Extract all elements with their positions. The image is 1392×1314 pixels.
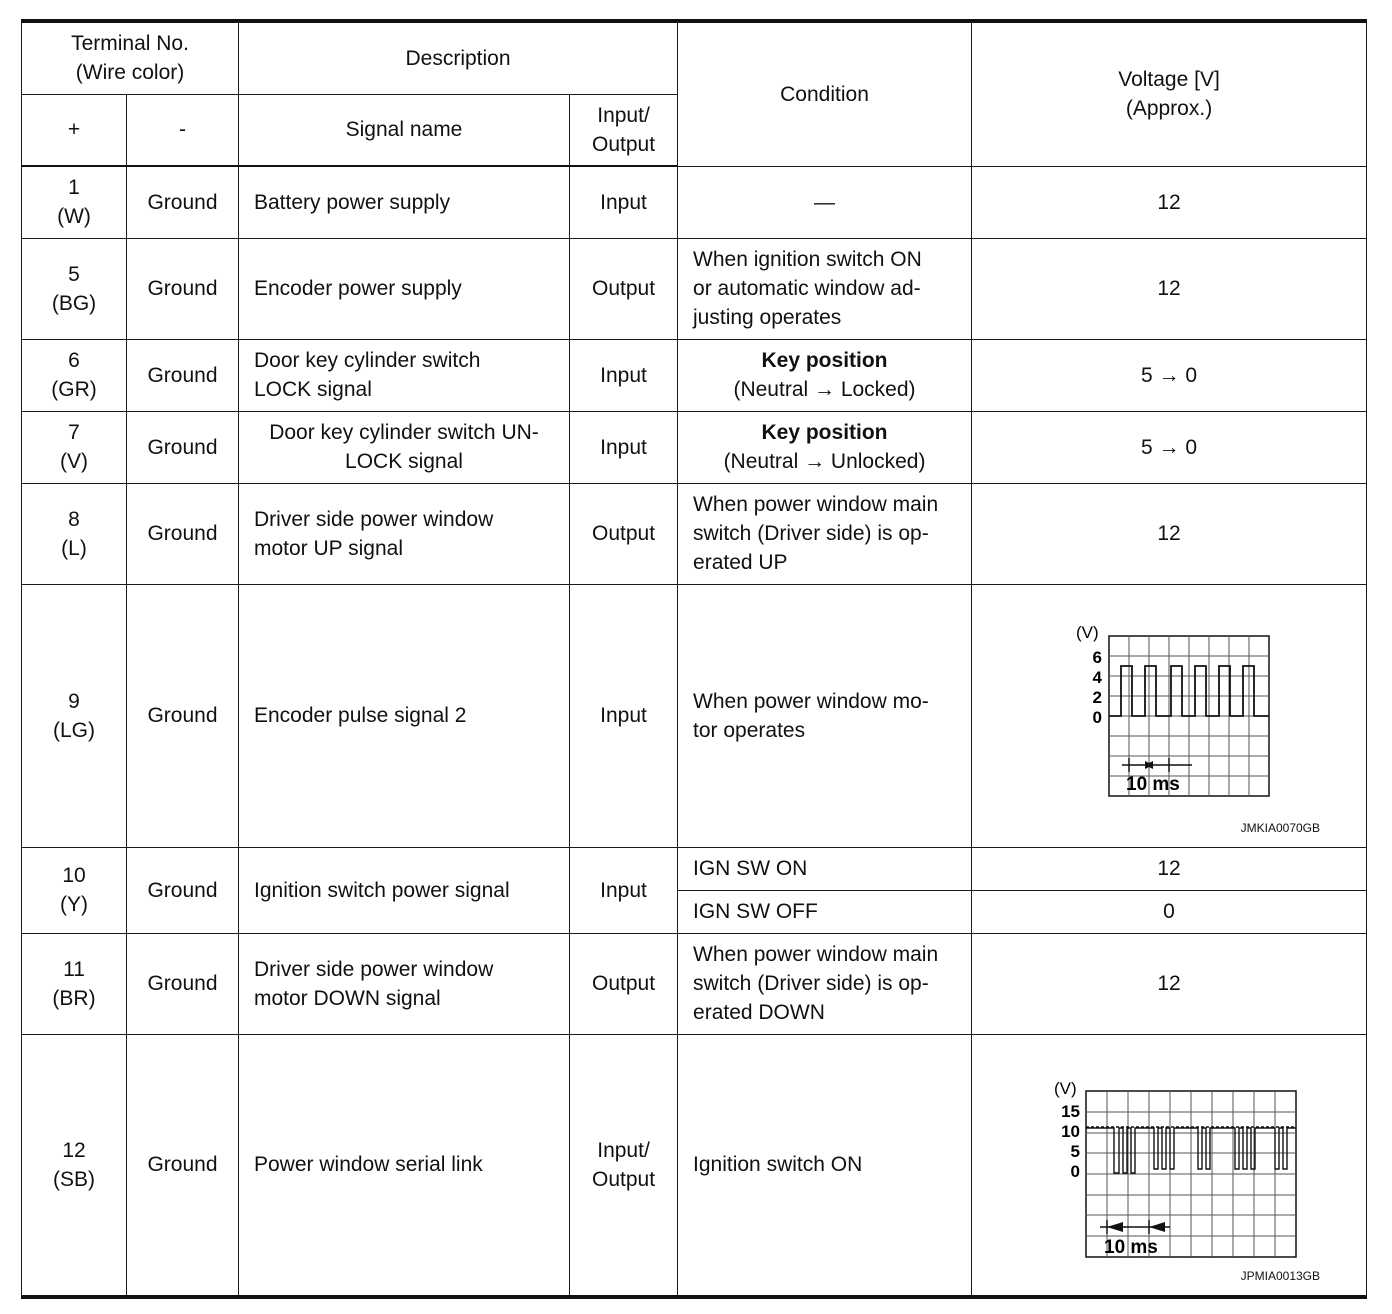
terminal-number: 12 [62, 1138, 86, 1162]
signal-cell [239, 1034, 570, 1297]
terminal-number: 8 [68, 507, 80, 531]
io-line: Input [600, 190, 647, 214]
header-terminal-line2: (Wire color) [75, 61, 185, 85]
signal-line: Encoder power supply [254, 277, 462, 300]
signal-line: LOCK signal [345, 450, 463, 473]
voltage-cell: 12 [972, 238, 1367, 339]
figure-code: JMKIA0070GB [1240, 820, 1321, 835]
terminal-number: 6 [68, 349, 80, 372]
ground-cell: Ground [127, 584, 239, 847]
voltage-cell: 5 → 0 [972, 411, 1367, 483]
condition-cell [678, 411, 972, 483]
io-cell [570, 483, 678, 584]
condition-cell [678, 1034, 972, 1297]
io-line: Input/ [597, 1138, 650, 1162]
io-cell [570, 411, 678, 483]
header-terminal-line1: Terminal No. [71, 32, 189, 56]
waveform-cell [972, 584, 1367, 847]
header-voltage-line1: Voltage [V] [1118, 68, 1220, 92]
io-line: Output [591, 277, 656, 300]
wire-color: (W) [57, 205, 91, 229]
condition-line: Key position [761, 349, 888, 372]
signal-line: Encoder pulse signal 2 [254, 704, 467, 727]
wire-color: (Y) [60, 893, 88, 916]
condition-line: When power window main [693, 493, 939, 516]
io-cell [570, 238, 678, 339]
terminal-number: 7 [68, 421, 80, 444]
wire-color: (BR) [52, 986, 96, 1010]
condition-cell [678, 238, 972, 339]
wire-color: (GR) [51, 378, 97, 401]
signal-line: Battery power supply [254, 190, 451, 214]
io-cell [570, 1034, 678, 1297]
io-line: Output [591, 972, 656, 995]
y-tick-label: 6 [1092, 647, 1103, 667]
terminal-cell [22, 339, 127, 411]
table-row [22, 238, 1367, 339]
header-minus: - [127, 94, 239, 166]
waveform-grid [1086, 1091, 1296, 1257]
io-line: Input [600, 435, 647, 459]
table-row [22, 1034, 1367, 1297]
table-row [22, 847, 1367, 890]
io-cell [570, 166, 678, 238]
signal-line: Door key cylinder switch UN- [269, 421, 539, 444]
table-row [22, 933, 1367, 1034]
header-terminal [22, 21, 239, 94]
y-tick-label: 2 [1092, 687, 1103, 707]
ground-cell: Ground [127, 238, 239, 339]
terminal-cell [22, 483, 127, 584]
condition-line: (Neutral → Locked) [733, 378, 916, 401]
signal-line: LOCK signal [254, 378, 372, 401]
signal-line: motor UP signal [254, 536, 404, 560]
y-tick-label: 10 [1061, 1121, 1081, 1141]
signal-line: motor DOWN signal [254, 986, 441, 1010]
condition-cell [678, 483, 972, 584]
table-row [22, 411, 1367, 483]
wire-color: (V) [60, 450, 88, 473]
voltage-cell: 12 [972, 166, 1367, 238]
condition-line: When ignition switch ON [693, 248, 922, 271]
table-row [22, 166, 1367, 238]
io-line: Input [600, 878, 647, 902]
wire-color: (L) [61, 536, 87, 560]
condition-line: Ignition switch ON [693, 1153, 863, 1177]
condition-line: justing operates [693, 306, 842, 329]
terminal-number: 9 [68, 689, 80, 713]
signal-cell [239, 339, 570, 411]
condition-line: switch (Driver side) is op- [693, 522, 929, 545]
time-division-label: 10 ms [1104, 1236, 1158, 1258]
ground-cell: Ground [127, 483, 239, 584]
terminal-cell [22, 166, 127, 238]
condition-line: Key position [761, 421, 888, 444]
time-division-marker [1122, 758, 1192, 772]
y-tick-label: 0 [1092, 707, 1103, 727]
y-tick-label: 4 [1092, 667, 1103, 687]
waveform-serial-link [1024, 1065, 1314, 1265]
condition-line: When power window main [693, 943, 939, 966]
header-condition: Condition [678, 21, 972, 166]
signal-cell [239, 411, 570, 483]
voltage-cell: 5 → 0 [972, 339, 1367, 411]
ground-cell: Ground [127, 847, 239, 933]
terminal-cell [22, 238, 127, 339]
terminal-number: 5 [68, 262, 80, 286]
voltage-cell: 12 [972, 933, 1367, 1034]
ground-cell: Ground [127, 166, 239, 238]
voltage-cell: 12 [972, 847, 1367, 890]
wire-color: (SB) [53, 1167, 95, 1191]
signal-cell [239, 238, 570, 339]
condition-cell: IGN SW OFF [678, 890, 972, 933]
io-line: Output [591, 522, 656, 545]
terminal-number: 10 [62, 864, 86, 887]
signal-line: Door key cylinder switch [254, 349, 481, 372]
io-cell [570, 339, 678, 411]
condition-line: or automatic window ad- [693, 277, 921, 300]
condition-line: — [814, 190, 836, 214]
table-row [22, 339, 1367, 411]
header-description: Description [239, 21, 678, 94]
terminal-cell [22, 847, 127, 933]
terminal-cell [22, 584, 127, 847]
header-plus: + [22, 94, 127, 166]
terminal-number: 11 [63, 957, 85, 981]
table-row [22, 483, 1367, 584]
ground-cell: Ground [127, 933, 239, 1034]
io-line: Output [591, 1167, 656, 1191]
signal-cell [239, 483, 570, 584]
signal-cell [239, 933, 570, 1034]
waveform-unit: (V) [1054, 1078, 1077, 1098]
signal-line: Power window serial link [254, 1153, 483, 1177]
ground-cell: Ground [127, 1034, 239, 1297]
condition-line: erated DOWN [693, 1001, 825, 1024]
waveform-encoder-pulse [1024, 616, 1314, 816]
header-voltage-line2: (Approx.) [1125, 97, 1213, 121]
condition-cell [678, 933, 972, 1034]
y-tick-label: 15 [1061, 1101, 1081, 1121]
waveform-cell [972, 1034, 1367, 1297]
terminal-cell [22, 933, 127, 1034]
time-division-marker [1100, 1220, 1170, 1234]
signal-cell [239, 166, 570, 238]
condition-cell [678, 584, 972, 847]
y-tick-label: 0 [1070, 1161, 1081, 1181]
condition-cell [678, 339, 972, 411]
header-voltage [972, 21, 1367, 166]
y-tick-label: 5 [1070, 1141, 1081, 1161]
terminal-number: 1 [68, 176, 80, 200]
signal-line: Driver side power window [254, 957, 494, 981]
ground-cell: Ground [127, 339, 239, 411]
ground-cell: Ground [127, 411, 239, 483]
io-cell [570, 584, 678, 847]
header-io-line1: Input/ [597, 103, 650, 127]
header-io-line2: Output [591, 132, 656, 156]
terminal-cell [22, 411, 127, 483]
wire-color: (LG) [53, 718, 95, 742]
condition-line: switch (Driver side) is op- [693, 972, 929, 995]
table-row [22, 584, 1367, 847]
io-line: Input [600, 363, 647, 387]
condition-cell: IGN SW ON [678, 847, 972, 890]
time-division-label: 10 ms [1126, 773, 1180, 795]
io-line: Input [600, 704, 647, 727]
condition-line: tor operates [693, 718, 806, 742]
terminal-table [21, 19, 1367, 1299]
header-signal-name: Signal name [239, 94, 570, 166]
condition-line: (Neutral → Unlocked) [723, 450, 926, 473]
condition-line: When power window mo- [693, 689, 929, 713]
io-cell [570, 933, 678, 1034]
signal-line: Driver side power window [254, 507, 494, 531]
signal-cell [239, 847, 570, 933]
signal-cell [239, 584, 570, 847]
condition-cell [678, 166, 972, 238]
condition-line: erated UP [693, 551, 788, 574]
header-io [570, 94, 678, 166]
voltage-cell: 0 [972, 890, 1367, 933]
terminal-cell [22, 1034, 127, 1297]
io-cell [570, 847, 678, 933]
signal-line: Ignition switch power signal [254, 878, 510, 902]
figure-code: JPMIA0013GB [1240, 1269, 1321, 1283]
waveform-unit: (V) [1076, 622, 1099, 642]
voltage-cell: 12 [972, 483, 1367, 584]
wire-color: (BG) [51, 291, 97, 315]
